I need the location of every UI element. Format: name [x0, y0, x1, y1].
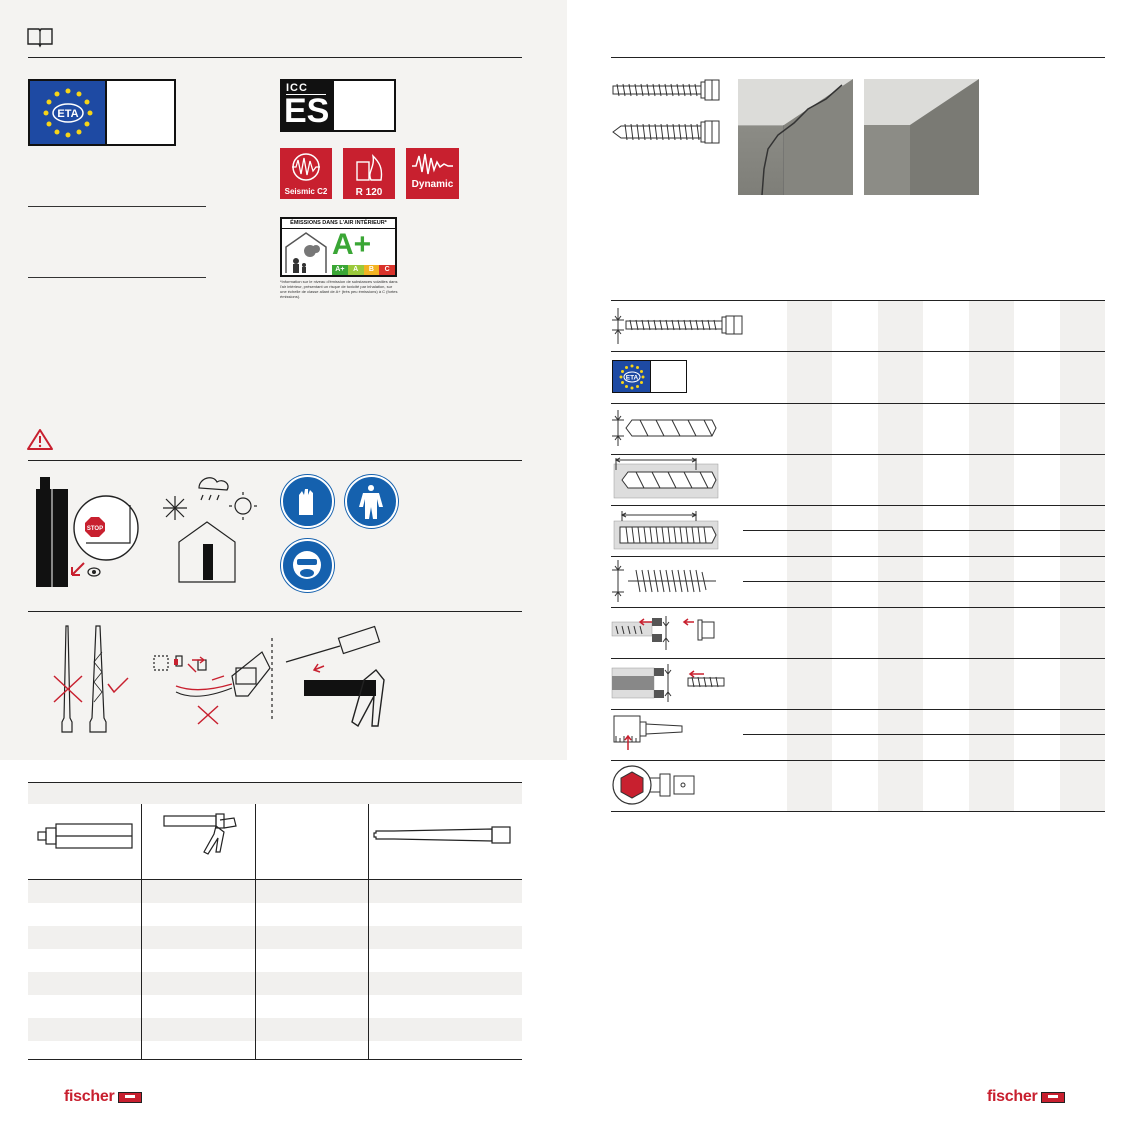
table-header-row — [28, 783, 522, 804]
dynamic-label: Dynamic — [411, 179, 454, 190]
drill-hole-depth-icon — [612, 458, 722, 498]
fire-icon — [343, 148, 395, 184]
eta-stars-icon — [38, 83, 98, 143]
book-icon — [27, 27, 53, 47]
cleaning-brush-icon — [612, 560, 722, 602]
hex-socket-wrench-icon — [612, 764, 722, 806]
section-rule — [28, 460, 522, 461]
concrete-screw-images — [611, 78, 729, 142]
table-top-rule — [611, 300, 1105, 301]
emissions-badge — [280, 217, 397, 277]
icc-label: ICC — [286, 82, 308, 94]
table-rule — [611, 454, 1105, 455]
seismic-icon — [280, 148, 332, 184]
mixer-product-image — [372, 825, 516, 845]
drill-bit-diameter-icon — [612, 408, 722, 448]
eta-small-stars-icon — [617, 362, 647, 392]
face-protection-icon — [281, 539, 334, 592]
fixture-clearance-icon — [612, 612, 722, 654]
table-column-divider — [255, 804, 256, 1059]
dispenser-gun-illustration — [284, 630, 388, 730]
cracked-concrete-image — [738, 79, 853, 195]
stop-label: STOP — [86, 526, 104, 532]
fischer-flag-icon — [118, 1092, 142, 1103]
installation-depth-icon — [612, 662, 727, 704]
dynamic-badge — [406, 148, 459, 199]
table-subrule — [743, 581, 1105, 582]
table-rule — [611, 505, 1105, 506]
table-bottom-rule — [611, 811, 1105, 812]
cartridge-product-image — [36, 818, 136, 854]
table-rule — [611, 607, 1105, 608]
table-row — [28, 972, 522, 995]
divider — [28, 277, 206, 278]
fischer-flag-icon — [1041, 1092, 1065, 1103]
es-label: ES — [284, 92, 330, 130]
table-subrule — [743, 734, 1105, 735]
fischer-logo-left: fischer — [64, 1088, 142, 1106]
eta-small-label: ETA — [625, 374, 638, 381]
fire-badge — [343, 148, 395, 199]
cartridge-assembly-illustration — [152, 630, 277, 730]
table-rule — [611, 760, 1105, 761]
eta-badge — [28, 79, 176, 146]
icc-es-badge — [280, 79, 396, 132]
fischer-logo-right: fischer — [987, 1088, 1065, 1106]
table-rule — [611, 709, 1105, 710]
gloves-icon — [281, 475, 334, 528]
dynamic-wave-icon — [406, 148, 459, 178]
table-row — [28, 1018, 522, 1041]
table-column-divider — [368, 804, 369, 1059]
table-rule — [611, 658, 1105, 659]
table-row — [28, 880, 522, 903]
cartridge-stop-illustration — [34, 475, 139, 590]
eta-label: ETA — [56, 107, 79, 120]
screw-diameter-icon — [612, 306, 752, 346]
divider — [28, 206, 206, 207]
house-family-icon — [284, 231, 330, 275]
mixer-nozzle-illustration — [52, 622, 132, 734]
anchorage-depth-icon — [612, 509, 722, 551]
emissions-title: ÉMISSIONS DANS L'AIR INTÉRIEUR* — [282, 219, 395, 229]
table-column-divider — [141, 804, 142, 1059]
section-rule — [611, 57, 1105, 58]
eta-small-badge — [612, 360, 687, 393]
storage-conditions-illustration — [157, 470, 269, 586]
table-row — [28, 926, 522, 949]
protective-suit-icon — [345, 475, 398, 528]
section-rule — [28, 611, 522, 612]
r120-label: R 120 — [355, 187, 383, 198]
table-rule — [611, 351, 1105, 352]
emissions-grade: A+ — [332, 228, 372, 261]
table-rule — [611, 403, 1105, 404]
table-subrule — [743, 530, 1105, 531]
table-rule — [611, 556, 1105, 557]
table-bottom-rule — [28, 1059, 522, 1060]
seismic-label: Seismic C2 — [284, 187, 328, 196]
dispenser-product-image — [160, 812, 240, 858]
seismic-badge — [280, 148, 332, 199]
mixer-extension-icon — [612, 712, 722, 754]
emissions-scale: A+ A B C — [332, 265, 395, 275]
uncracked-concrete-image — [864, 79, 979, 195]
warning-icon — [27, 428, 53, 451]
section-rule — [28, 57, 522, 58]
emissions-note: *Information sur le niveau d'émission de substances volatiles dans l'air intérieur, présentant un risque de toxicité par inhalation, sur une échelle de classe allant de A+ (très peu émissions) à C (fortes émissions). — [280, 279, 398, 299]
